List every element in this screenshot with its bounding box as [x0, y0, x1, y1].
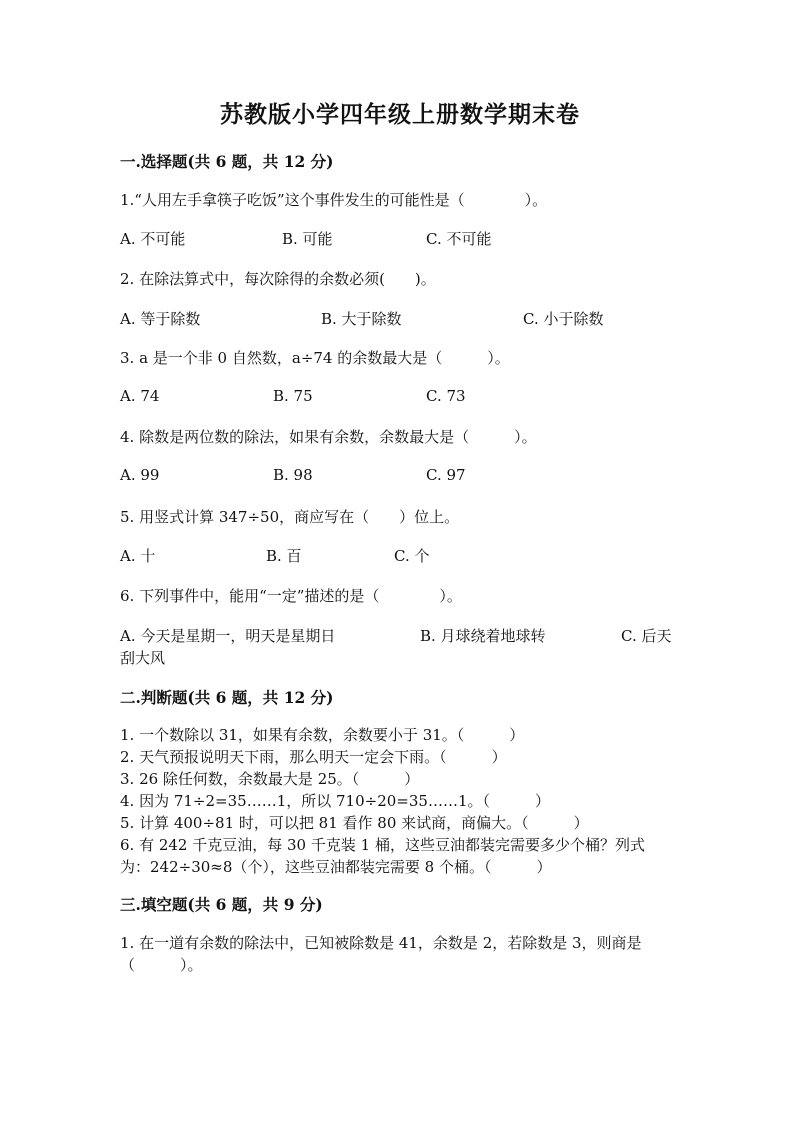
- section-heading-judgement: 二.判断题(共 6 题，共 12 分): [120, 688, 334, 707]
- statement-line: 1. 一个数除以 31，如果有余数，余数要小于 31。（ ）: [120, 726, 525, 744]
- statement-line: 2. 天气预报说明天下雨，那么明天一定会下雨。（ ）: [120, 748, 507, 766]
- question-stem: 1.“人用左手拿筷子吃饭”这个事件发生的可能性是（ ）。: [120, 191, 548, 209]
- option-c: C. 97: [426, 466, 466, 484]
- option-b: B. 75: [273, 387, 313, 405]
- question-stem: 6. 下列事件中，能用“一定”描述的是（ ）。: [120, 587, 462, 605]
- option-a: A. 等于除数: [120, 310, 201, 328]
- option-a: A. 十: [120, 547, 156, 565]
- option-a: A. 74: [120, 387, 160, 405]
- option-b: B. 百: [266, 547, 302, 565]
- option-b: B. 98: [273, 466, 313, 484]
- section-heading-choice: 一.选择题(共 6 题，共 12 分): [120, 152, 334, 171]
- option-c: C. 个: [394, 547, 430, 565]
- statement-line: 为：242÷30≈8（个），这些豆油都装完需要 8 个桶。（ ）: [120, 858, 552, 876]
- statement-line: 6. 有 242 千克豆油，每 30 千克装 1 桶，这些豆油都装完需要多少个桶？列式: [120, 836, 645, 854]
- question-stem: 3. a 是一个非 0 自然数，a÷74 的余数最大是（ ）。: [120, 349, 510, 367]
- option-a: A. 不可能: [120, 230, 186, 248]
- option-a: A. 99: [120, 466, 160, 484]
- option-c: C. 小于除数: [523, 310, 604, 328]
- option-c: C. 不可能: [426, 230, 492, 248]
- option-c-continued: 刮大风: [120, 649, 166, 667]
- option-b: B. 月球绕着地球转: [420, 627, 546, 645]
- option-a: A. 今天是星期一，明天是星期日: [120, 627, 336, 645]
- exam-title: 苏教版小学四年级上册数学期末卷: [220, 101, 580, 128]
- statement-line: 5. 计算 400÷81 时，可以把 81 看作 80 来试商，商偏大。（ ）: [120, 814, 589, 832]
- option-c: C. 73: [426, 387, 466, 405]
- option-b: B. 可能: [282, 230, 333, 248]
- statement-line: 3. 26 除任何数，余数最大是 25。（ ）: [120, 770, 420, 788]
- option-b: B. 大于除数: [321, 310, 402, 328]
- section-heading-fill-blank: 三.填空题(共 6 题，共 9 分): [120, 895, 323, 914]
- question-stem: 2. 在除法算式中，每次除得的余数必须( )。: [120, 270, 436, 288]
- question-stem: 5. 用竖式计算 347÷50，商应写在（ ）位上。: [120, 508, 460, 526]
- question-stem: 4. 除数是两位数的除法，如果有余数，余数最大是（ ）。: [120, 428, 537, 446]
- option-c: C. 后天: [621, 627, 672, 645]
- fill-blank-line: 1. 在一道有余数的除法中，已知被除数是 41，余数是 2，若除数是 3，则商是: [120, 934, 642, 952]
- fill-blank-line: （ ）。: [120, 956, 203, 974]
- statement-line: 4. 因为 71÷2=35……1，所以 710÷20=35……1。（ ）: [120, 792, 550, 810]
